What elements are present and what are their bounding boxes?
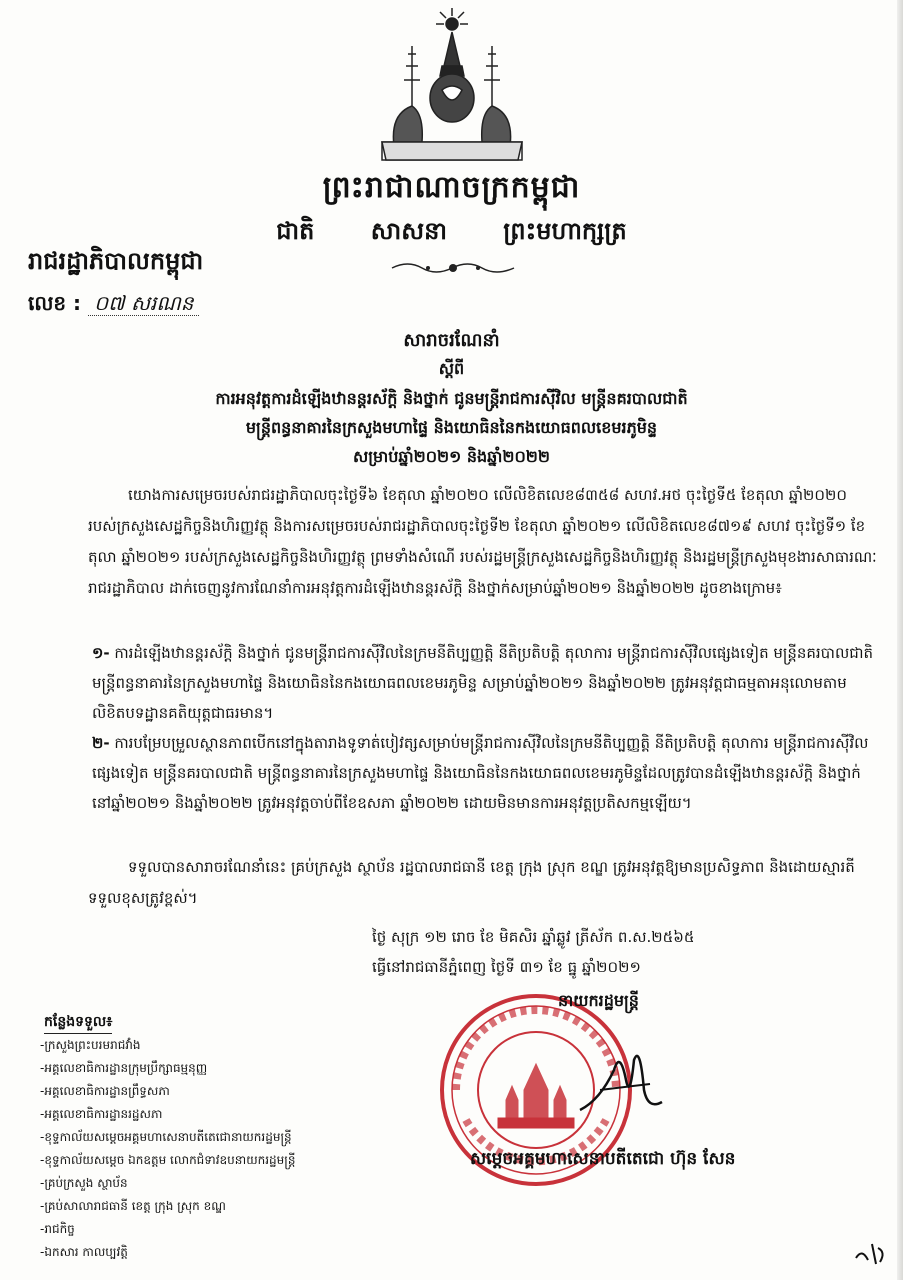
lunar-date: ថ្ងៃ សុក្រ ១២ រោច ខែ មិគសិរ ឆ្នាំឆ្លូវ ត្រីស័ក ព.ស.២៥៦៥: [372, 928, 695, 946]
divider-ornament-icon: [388, 258, 518, 278]
list-item: -គ្រប់សាលារាជធានី ខេត្ត ក្រុង ស្រុក ខណ្ឌ: [40, 1199, 226, 1213]
signer-name: សម្តេចអគ្គមហាសេនាបតីតេជោ ហ៊ុន សែន: [470, 1149, 736, 1169]
ref-value: ០៧ សរណន: [88, 291, 199, 316]
item-text: ការបម្រែបម្រួលស្ថានភាពបើកនៅក្នុងតារាងទូទាត់បៀវត្សសម្រាប់មន្ត្រីរាជការស៊ីវិលនៃក្រមនីតិប្បញ្ញត្តិ នីតិប្រតិបត្តិ តុលាការ មន្ត្រីរាជការស៊ីវិលផ្សេងទៀត មន្ត្រីនគរបាលជាតិ មន្ត្រីពន្ធនាគារនៃក្រសួងមហាផ្ទៃ និងយោធិននៃកងយោធពលខេមរភូមិន្ទដែលត្រូវបានដំឡើងឋានន្តរស័ក្តិ និងថ្នាក់នៅឆ្នាំ២០២១ និងឆ្នាំ២០២២ ត្រូវអនុវត្តចាប់ពីខែឧសភា ឆ្នាំ២០២២ ដោយមិនមានការអនុវត្តប្រតិសកម្មឡើយ។: [92, 734, 869, 812]
list-item: [92, 728, 878, 818]
solar-date: ធ្វើនៅរាជធានីភ្នំពេញ ថ្ងៃទី ៣១ ខែ ធ្នូ ឆ្នាំ២០២១: [372, 958, 641, 976]
kingdom-title: ព្រះរាជាណាចក្រកម្ពុជា: [322, 170, 581, 205]
list-item: [92, 638, 878, 728]
circular-title: សារាចរណែនាំ: [403, 330, 500, 351]
recipients-list: [40, 1034, 295, 1264]
subject-line: សម្រាប់ឆ្នាំ២០២១ និងឆ្នាំ២០២២: [352, 447, 551, 466]
item-number: ១-: [92, 644, 110, 662]
list-item: -រាជកិច្ច: [40, 1222, 75, 1236]
item-text: ការដំឡើងឋានន្តរស័ក្តិ និងថ្នាក់ ជូនមន្ត្រីរាជការស៊ីវិលនៃក្រមនីតិប្បញ្ញត្តិ នីតិប្រតិបត្តិ តុលាការ មន្ត្រីរាជការស៊ីវិលផ្សេងទៀត មន្ត្រីនគរបាលជាតិ មន្ត្រីពន្ធនាគារនៃក្រសួងមហាផ្ទៃ និងយោធិននៃកងយោធពលខេមរភូមិន្ទ សម្រាប់ឆ្នាំ២០២១ និងឆ្នាំ២០២២ ត្រូវអនុវត្តជាធម្មតាអនុលោមតាមលិខិតបទដ្ឋានគតិយុត្តជាធរមាន។: [92, 644, 874, 722]
closing-paragraph: ទទួលបានសារាចរណែនាំនេះ គ្រប់ក្រសួង ស្ថាប័ន រដ្ឋបាលរាជធានី ខេត្ត ក្រុង ស្រុក ខណ្ឌ ត្រូវអនុវត្តឱ្យមានប្រសិទ្ធភាព និងដោយស្មារតីទទួលខុសត្រូវខ្ពស់។: [88, 858, 855, 907]
list-item: -អគ្គលេខាធិការដ្ឋានព្រឹទ្ធសភា: [40, 1084, 170, 1098]
motto-king: ព្រះមហាក្សត្រ: [503, 217, 627, 245]
list-item: -ក្រសួងព្រះបរមរាជវាំង: [40, 1038, 141, 1052]
subject-heading: [0, 384, 903, 471]
ref-label: លេខ :: [28, 291, 82, 315]
page-edge-shadow: [897, 0, 903, 1280]
subject-label: ស្តីពី: [438, 359, 465, 378]
recipients-heading: កន្លែងទទួល៖: [44, 1012, 112, 1034]
list-item: -ឯកសារ កាលប្បវត្តិ: [40, 1245, 128, 1259]
item-number: ២-: [92, 734, 110, 752]
list-item: -អគ្គលេខាធិការដ្ឋានរដ្ឋសភា: [40, 1107, 163, 1121]
list-item: -ខុទ្ទកាល័យសម្តេចអគ្គមហាសេនាបតីតេជោនាយករដ្ឋមន្ត្រី: [40, 1130, 292, 1144]
corner-initials-mark: [852, 1238, 892, 1268]
list-item: -ខុទ្ទកាល័យសម្តេច ឯកឧត្តម លោកជំទាវឧបនាយករដ្ឋមន្ត្រី: [40, 1153, 296, 1167]
list-item: -អគ្គលេខាធិការដ្ឋានក្រុមប្រឹក្សាធម្មនុញ្ញ: [40, 1061, 208, 1075]
reference-number: [28, 290, 199, 320]
intro-paragraph: យោងការសម្រេចរបស់រាជរដ្ឋាភិបាលចុះថ្ងៃទី៦ ខែតុលា ឆ្នាំ២០២០ លើលិខិតលេខ៨៣៥៨ សហវ.អថ ចុះថ្ងៃទី៥ ខែតុលា ឆ្នាំ២០២០ របស់ក្រសួងសេដ្ឋកិច្ចនិងហិរញ្ញវត្ថុ និងការសម្រេចរបស់រាជរដ្ឋាភិបាលចុះថ្ងៃទី២ ខែតុលា ឆ្នាំ២០២១ លើលិខិតលេខ៨៧១៩ សហវ ចុះថ្ងៃទី១ ខែតុលា ឆ្នាំ២០២១ របស់ក្រសួងសេដ្ឋកិច្ចនិងហិរញ្ញវត្ថុ ព្រមទាំងសំណើ របស់រដ្ឋមន្ត្រីក្រសួងសេដ្ឋកិច្ចនិងហិរញ្ញវត្ថុ និងរដ្ឋមន្ត្រីក្រសួងមុខងារសាធារណៈ រាជរដ្ឋាភិបាល ដាក់ចេញនូវការណែនាំការអនុវត្តការដំឡើងឋានន្តរស័ក្តិ និងថ្នាក់សម្រាប់ឆ្នាំ២០២១ និងឆ្នាំ២០២២ ដូចខាងក្រោម៖: [88, 486, 877, 597]
subject-line: មន្ត្រីពន្ធនាគារនៃក្រសួងមហាផ្ទៃ និងយោធិននៃកងយោធពលខេមរភូមិន្ទ: [245, 418, 658, 437]
government-name: រាជរដ្ឋាភិបាលកម្ពុជា: [28, 247, 204, 275]
motto-nation: ជាតិ: [276, 217, 315, 245]
subject-line: ការអនុវត្តការដំឡើងឋានន្តរស័ក្តិ និងថ្នាក់ ជូនមន្ត្រីរាជការស៊ីវិល មន្ត្រីនគរបាលជាតិ: [215, 389, 688, 408]
royal-arms-emblem-icon: [372, 6, 532, 166]
handwritten-signature: [570, 1040, 670, 1120]
list-item: -គ្រប់ក្រសួង ស្ថាប័ន: [40, 1176, 128, 1190]
signatory-title: នាយករដ្ឋមន្ត្រី: [558, 991, 639, 1010]
motto-religion: សាសនា: [370, 217, 447, 245]
